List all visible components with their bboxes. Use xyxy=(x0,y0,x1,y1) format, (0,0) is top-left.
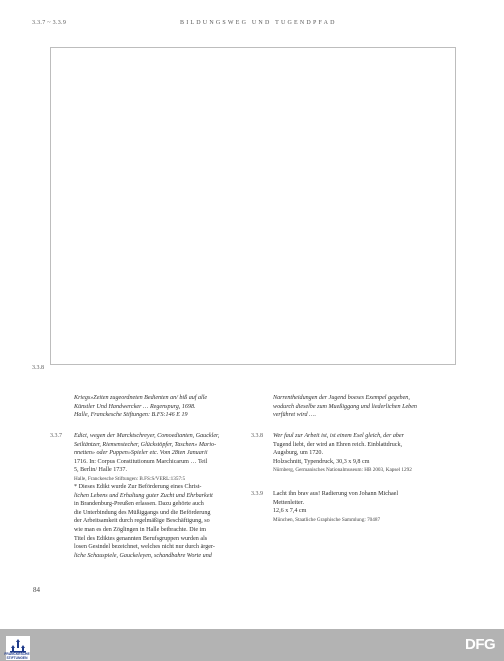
entry-number-3-3-9: 3.3.9 xyxy=(251,491,263,497)
entry-line: 5, Berlin/ Halle 1737. xyxy=(74,467,127,474)
entry-line: 12,6 x 7,4 cm xyxy=(273,508,307,515)
entry-line: Seiltäntzer, Riemenstecher, Glückstöpfer, Taschen» Mario- xyxy=(74,441,217,448)
figure-label: 3.3.8 xyxy=(32,365,44,371)
entry-line: Tugend liebt, der wird an Ehren reich. Einblattdruck, xyxy=(273,441,403,448)
dfg-logo: DFG xyxy=(465,636,496,653)
entry-line: 1716. In: Corpus Constitutionum Marchicarum … Teil xyxy=(74,458,208,465)
entry-line: nnetten» oder Puppen»Spieler etc. Vom 28ten Januarii xyxy=(74,450,208,457)
entry-3-3-8 xyxy=(273,432,457,474)
logo-text-line: FRANCKESCHE xyxy=(4,652,30,656)
right-intro-line: verführet wird …. xyxy=(273,412,317,419)
entry-number-3-3-7: 3.3.7 xyxy=(50,433,62,439)
left-intro-line: Künstler Und Handwercker … Regenspurg, 1698. xyxy=(74,403,196,410)
figure-frame xyxy=(50,47,456,365)
header-page-range: 3.3.7 ~ 3.3.9 xyxy=(32,20,67,26)
left-intro-line: Halle, Franckesche Stiftungen: B.FS:146 E 19 xyxy=(74,412,188,419)
entry-source: München, Staatliche Graphische Sammlung: 70487 xyxy=(273,516,381,523)
entry-line: Wer faul zur Arbeit ist, ist einem Esel gleich, der aber xyxy=(273,433,405,439)
entry-source: Nürnberg, Germanisches Nationalmuseum: HB 2003, Kapsel 1292 xyxy=(273,467,412,474)
entry-line: Lacht ihn brav aus! Radierung von Johann Michael xyxy=(273,491,399,497)
entry-line: Holzschnitt, Typendruck, 30,3 x 9,8 cm xyxy=(273,458,370,465)
entry-line: Edict, wegen der Marcktschreyer, Comoedianten, Gauckler, xyxy=(74,433,220,439)
body-line: in Brandenburg-Preußen erlassen. Dazu gehörte auch xyxy=(74,501,204,508)
body-line: * Dieses Edikt wurde Zur Beförderung eines Christ- xyxy=(74,483,202,490)
page-number: 84 xyxy=(33,586,40,594)
body-line: liche Schauspiele, Gauckeleyen, schandbahre Worte und xyxy=(74,552,212,559)
logo-text xyxy=(2,653,32,660)
body-line: Titel des Ediktes genannten Berufsgruppen wurden als xyxy=(74,535,208,542)
body-line: wie man es den Zöglingen in Halle beibrachte. Die im xyxy=(74,526,206,533)
entry-line: Augsburg, um 1720. xyxy=(273,450,323,457)
left-column xyxy=(74,394,242,420)
right-column xyxy=(273,394,457,420)
entry-number-3-3-8: 3.3.8 xyxy=(251,433,263,439)
right-intro-line: Narrentheidungen der Jugend boeses Exempel gegeben, xyxy=(273,395,410,401)
running-title: BILDUNGSWEG UND TUGENDPFAD xyxy=(180,20,337,26)
entry-source: Halle, Franckesche Stiftungen: B.FS:S/VERL:1357:5 xyxy=(74,475,186,482)
entry-3-3-9 xyxy=(273,490,457,524)
body-line: der Arbeitsamkeit durch regelmäßige Beschäftigung, so xyxy=(74,518,210,525)
entry-3-3-7 xyxy=(74,432,242,560)
entry-line: Mettenleiter. xyxy=(273,499,304,506)
logo-text-line: STIFTUNGEN xyxy=(6,655,28,660)
left-intro-line: Kriegs»Zeiten zugeordneten Bedienten an/ biß auf alle xyxy=(74,395,208,401)
body-line: lichen Lebens und Erhaltung guter Zucht und Ehrbarkeit xyxy=(74,492,213,499)
footer-bar xyxy=(0,629,504,661)
body-line: losen Gesindel bezeichnet, welches nicht nur durch ärger- xyxy=(74,544,215,551)
right-intro-line: wodurch dieselbe zum Mueßiggang und liederlichen Leben xyxy=(273,403,417,410)
body-line: die Unterbindung des Müßiggangs und die Beförderung xyxy=(74,509,211,516)
